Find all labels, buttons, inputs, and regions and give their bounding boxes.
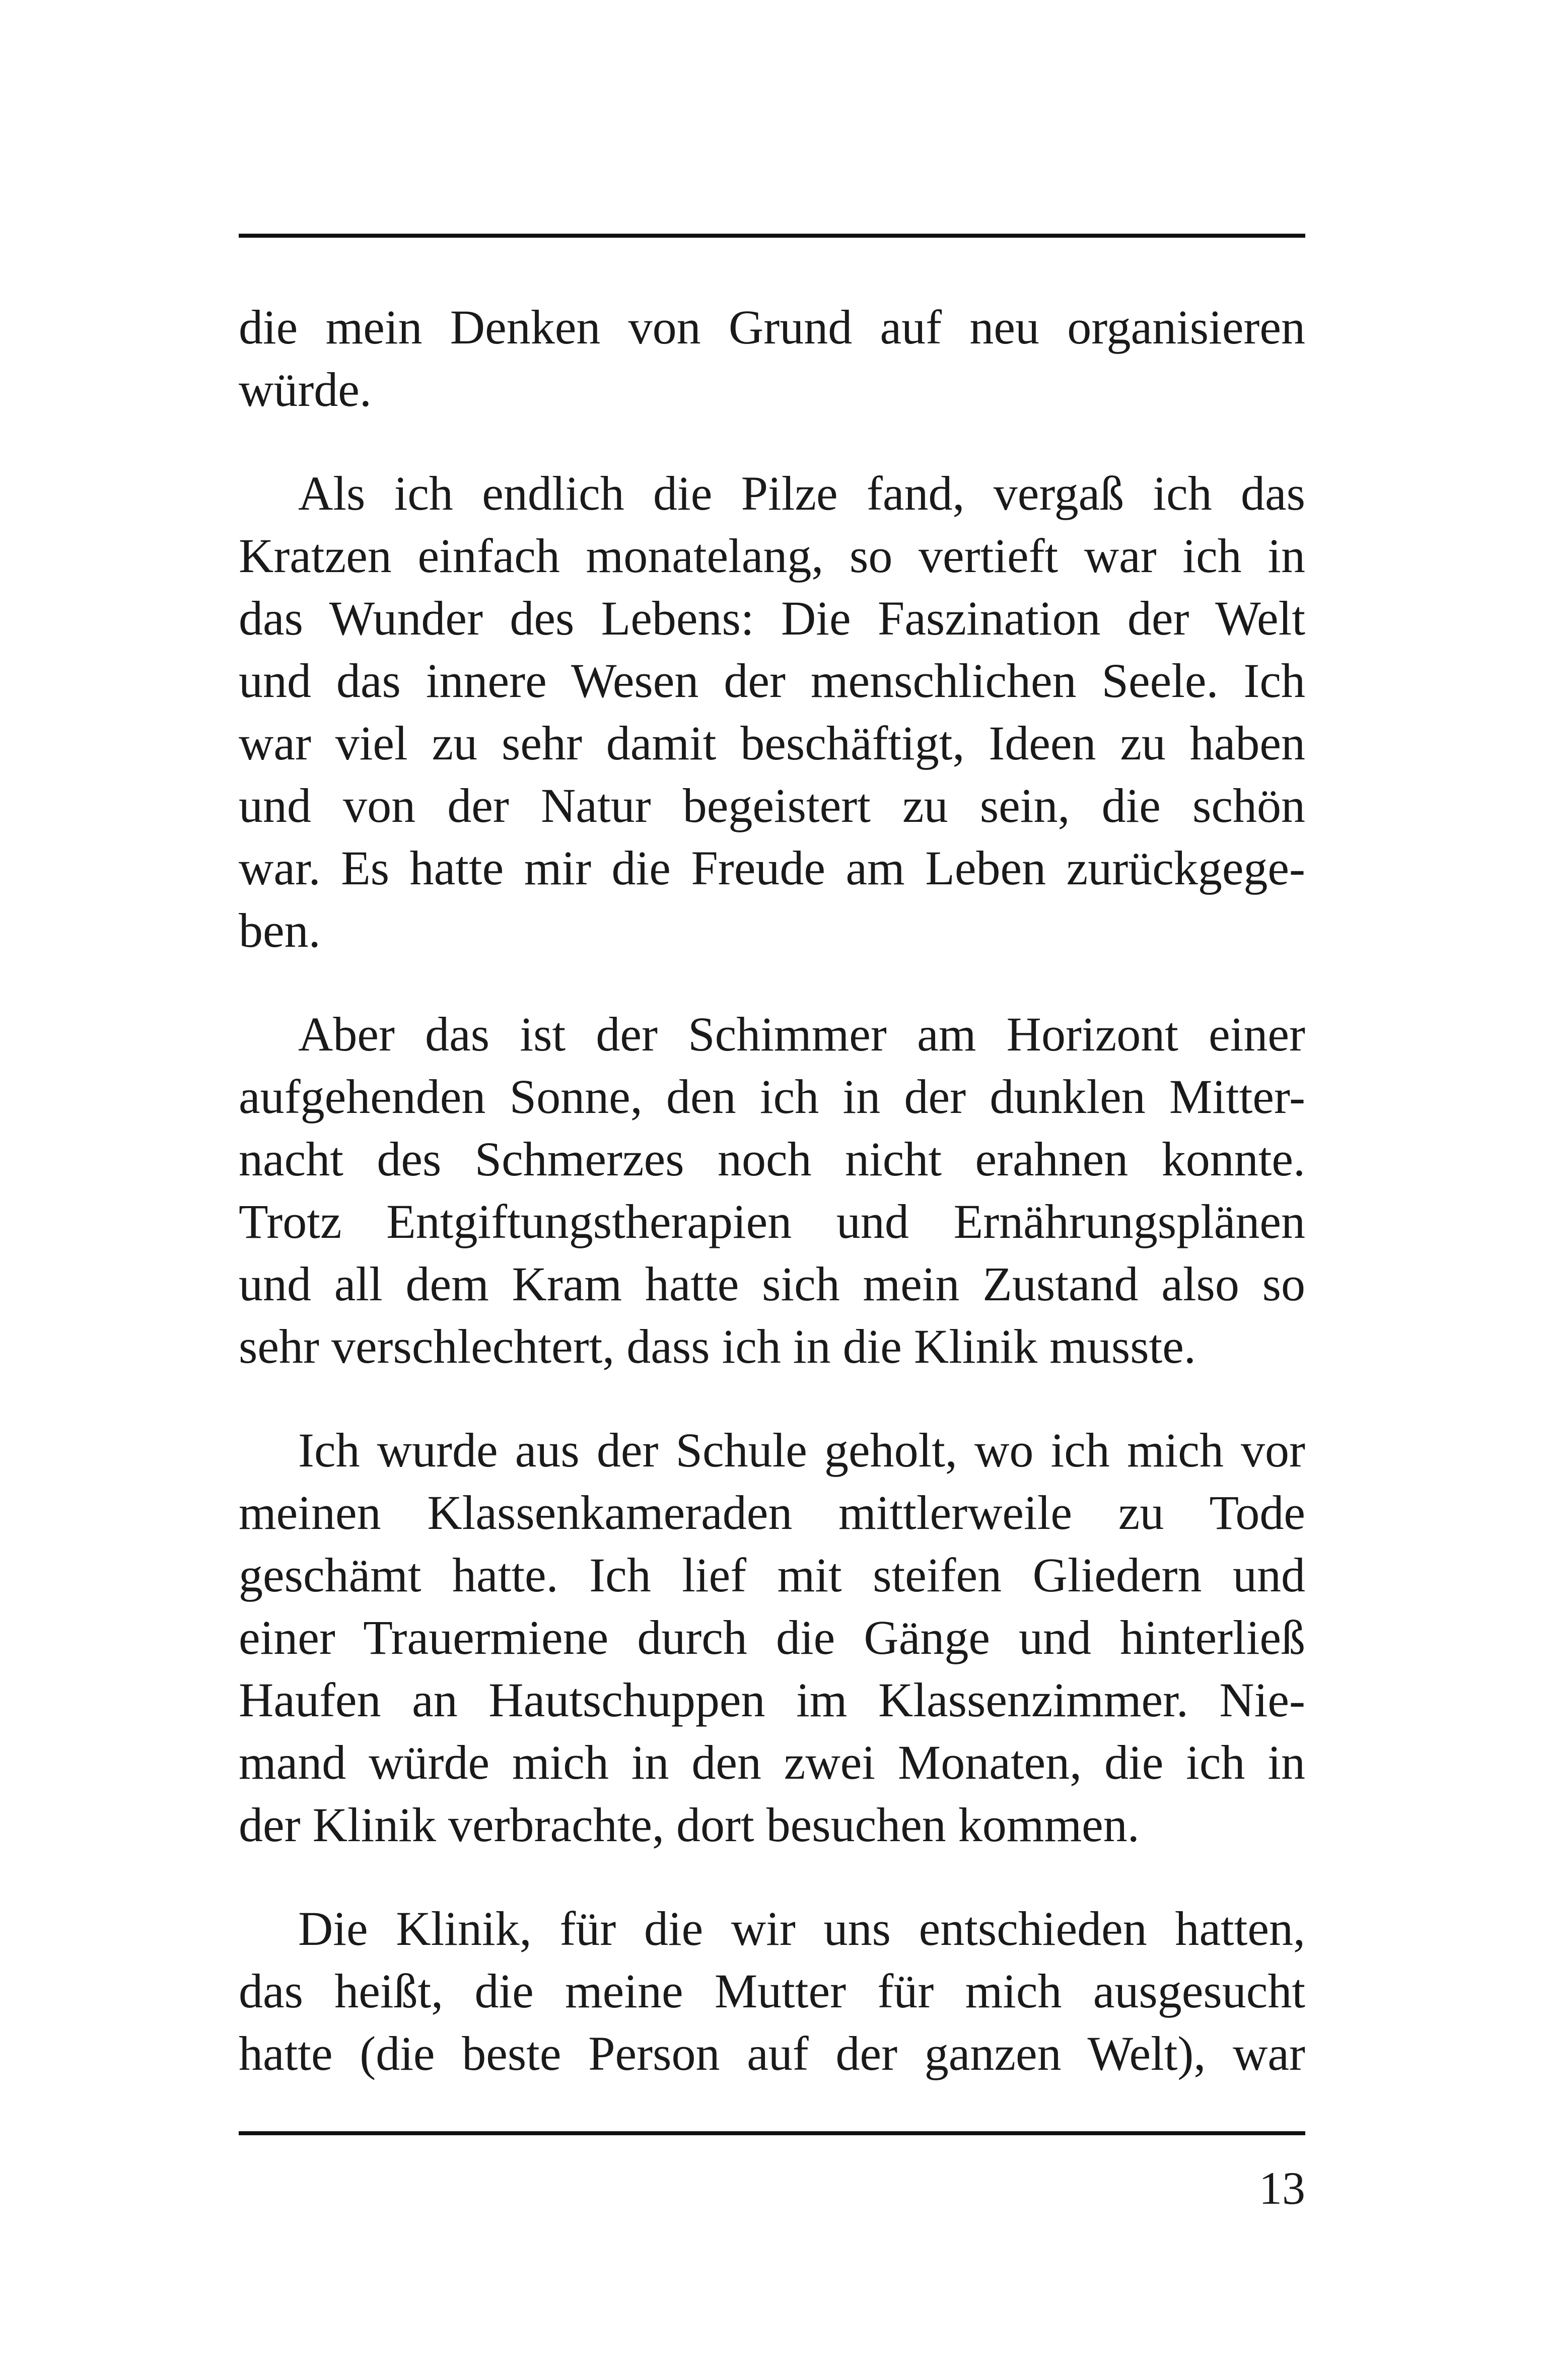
paragraph-4 [239, 1419, 1305, 1856]
text-line: der Klinik verbrachte, dort besuchen kommen. [239, 1798, 1140, 1852]
text-line: Als ich endlich die Pilze fand, vergaß ich das [298, 466, 1305, 520]
text-line: einer Trauermiene durch die Gänge und hinterließ [239, 1611, 1305, 1664]
paragraph-2 [239, 462, 1305, 962]
text-line: Ich wurde aus der Schule geholt, wo ich mich vor [298, 1423, 1305, 1477]
text-line: ben. [239, 903, 321, 957]
text-line: Haufen an Hautschuppen im Klassenzimmer. Nie- [239, 1673, 1305, 1727]
text-line: und das innere Wesen der menschlichen Seele. Ich [239, 654, 1305, 708]
text-line: hatte (die beste Person auf der ganzen Welt), war [239, 2026, 1305, 2080]
page-number: 13 [1259, 2162, 1305, 2214]
text-line: sehr verschlechtert, dass ich in die Klinik musste. [239, 1319, 1196, 1373]
text-line: war. Es hatte mir die Freude am Leben zurückgege- [239, 841, 1305, 895]
top-rule [239, 234, 1305, 238]
text-line: würde. [239, 363, 372, 416]
text-line: nacht des Schmerzes noch nicht erahnen konnte. [239, 1132, 1305, 1186]
text-line: und von der Natur begeistert zu sein, die schön [239, 779, 1305, 832]
bottom-rule [239, 2131, 1305, 2135]
text-line: aufgehenden Sonne, den ich in der dunklen Mitter- [239, 1070, 1305, 1124]
text-line: geschämt hatte. Ich lief mit steifen Gliedern und [239, 1548, 1305, 1602]
body-text [239, 296, 1305, 2085]
paragraph-3 [239, 1003, 1305, 1378]
text-line: die mein Denken von Grund auf neu organisieren [239, 300, 1305, 354]
text-line: das heißt, die meine Mutter für mich ausgesucht [239, 1964, 1305, 2018]
text-line: meinen Klassenkameraden mittlerweile zu Tode [239, 1486, 1305, 1539]
text-line: mand würde mich in den zwei Monaten, die ich in [239, 1735, 1305, 1789]
text-line: Die Klinik, für die wir uns entschieden hatten, [298, 1902, 1305, 1955]
text-line: Trotz Entgiftungstherapien und Ernährungsplänen [239, 1195, 1305, 1248]
text-line: und all dem Kram hatte sich mein Zustand also so [239, 1257, 1305, 1311]
text-line: Aber das ist der Schimmer am Horizont einer [298, 1007, 1305, 1061]
text-line: war viel zu sehr damit beschäftigt, Ideen zu haben [239, 716, 1305, 770]
text-line: Kratzen einfach monatelang, so vertieft war ich in [239, 529, 1305, 583]
paragraph-5 [239, 1898, 1305, 2085]
text-line: das Wunder des Lebens: Die Faszination der Welt [239, 591, 1305, 645]
paragraph-1 [239, 296, 1305, 421]
